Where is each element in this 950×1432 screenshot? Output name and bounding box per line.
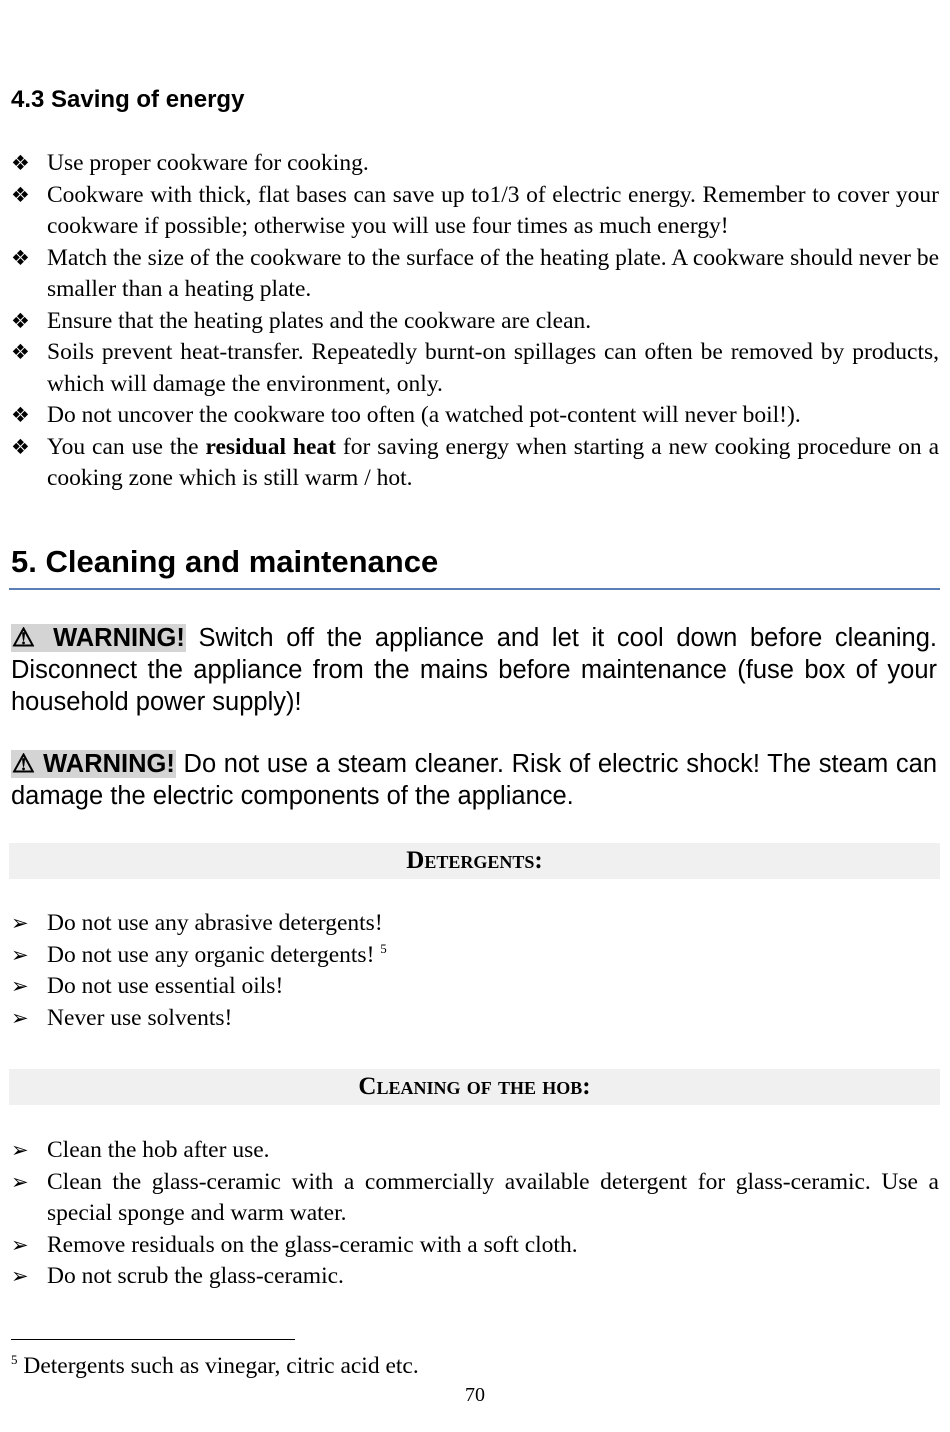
- diamond-bullet-icon: ❖: [11, 245, 30, 270]
- warning-steam-cleaner: ⚠ WARNING! Do not use a steam cleaner. Risk of electric shock! The steam can damage the electric components of the appliance.: [11, 750, 938, 810]
- list-item: ➢ Do not use any organic detergents! $^5$: [11, 940, 939, 972]
- detergents-list: [11, 908, 939, 1034]
- arrow-bullet-icon: ➢: [11, 942, 29, 967]
- list-item: ❖ You can use the residual heat for saving energy when starting a new cooking procedure on a cooking zone which is still warm / hot.: [11, 433, 939, 491]
- arrow-bullet-icon: ➢: [11, 1005, 29, 1030]
- arrow-bullet-icon: ➢: [11, 1264, 29, 1288]
- list-item: ➢ Remove residuals on the glass-ceramic with a soft cloth.: [11, 1230, 939, 1262]
- list-item: ❖ Use proper cookware for cooking.: [11, 148, 939, 180]
- list-item: ➢ Never use solvents!: [11, 1003, 939, 1035]
- diamond-bullet-icon: ❖: [11, 340, 30, 364]
- diamond-bullet-icon: ❖: [11, 151, 30, 175]
- warning-icon: ⚠ WARNING!: [12, 750, 175, 778]
- list-item: ❖ Match the size of the cookware to the surface of the heating plate. A cookware should never be smaller than a heating plate.: [11, 244, 939, 302]
- footnote-number: 5: [11, 1352, 18, 1368]
- list-item: ➢ Clean the hob after use.: [11, 1135, 939, 1167]
- list-item: ➢ Do not scrub the glass-ceramic.: [11, 1261, 939, 1293]
- heading-divider: [9, 588, 940, 590]
- warning-cool-down: ⚠ WARNING! Switch off the appliance and let it cool down before cleaning. Disconnect the appliance from the mains before maintenance (fuse box of your household power supply)!: [11, 624, 937, 716]
- arrow-bullet-icon: ➢: [11, 911, 29, 935]
- diamond-bullet-icon: ❖: [11, 434, 30, 459]
- page-number: 70: [465, 1384, 485, 1406]
- list-item: ❖ Do not uncover the cookware too often (a watched pot-content will never boil!).: [11, 400, 939, 432]
- residual-heat-emphasis: residual heat: [205, 433, 336, 460]
- arrow-bullet-icon: ➢: [11, 1138, 29, 1162]
- footnote-divider: [11, 1339, 295, 1340]
- warning-icon: ⚠ WARNING!: [12, 624, 185, 652]
- diamond-bullet-icon: ❖: [11, 308, 30, 333]
- detergents-heading: Detergents:: [9, 843, 940, 879]
- section-title-cleaning-maintenance: 5. Cleaning and maintenance: [11, 544, 439, 579]
- cleaning-hob-heading: Cleaning of the hob:: [9, 1069, 940, 1105]
- list-item: ❖ Soils prevent heat-transfer. Repeatedly burnt-on spillages can often be removed by products, which will damage the environment, only.: [11, 339, 939, 397]
- footnote: $^5$ Detergents such as vinegar, citric acid etc.: [11, 1352, 419, 1379]
- cleaning-hob-list: [11, 1135, 939, 1293]
- arrow-bullet-icon: ➢: [11, 974, 29, 998]
- arrow-bullet-icon: ➢: [11, 1232, 29, 1257]
- list-item: ➢ Do not use essential oils!: [11, 971, 939, 1003]
- diamond-bullet-icon: ❖: [11, 182, 30, 207]
- list-item: ➢ Do not use any abrasive detergents!: [11, 908, 939, 940]
- diamond-bullet-icon: ❖: [11, 403, 30, 427]
- energy-saving-list: [11, 148, 939, 495]
- arrow-bullet-icon: ➢: [11, 1169, 29, 1194]
- list-item: ❖ Cookware with thick, flat bases can save up to1/3 of electric energy. Remember to cover your cookware if possible; otherwise you will use four times as much energy!: [11, 181, 939, 239]
- footnote-reference: 5: [380, 940, 387, 956]
- section-title-saving-energy: 4.3 Saving of energy: [11, 86, 245, 113]
- list-item: ❖ Ensure that the heating plates and the cookware are clean.: [11, 306, 939, 338]
- list-item: ➢ Clean the glass-ceramic with a commercially available detergent for glass-ceramic. Use a special sponge and warm water.: [11, 1168, 939, 1226]
